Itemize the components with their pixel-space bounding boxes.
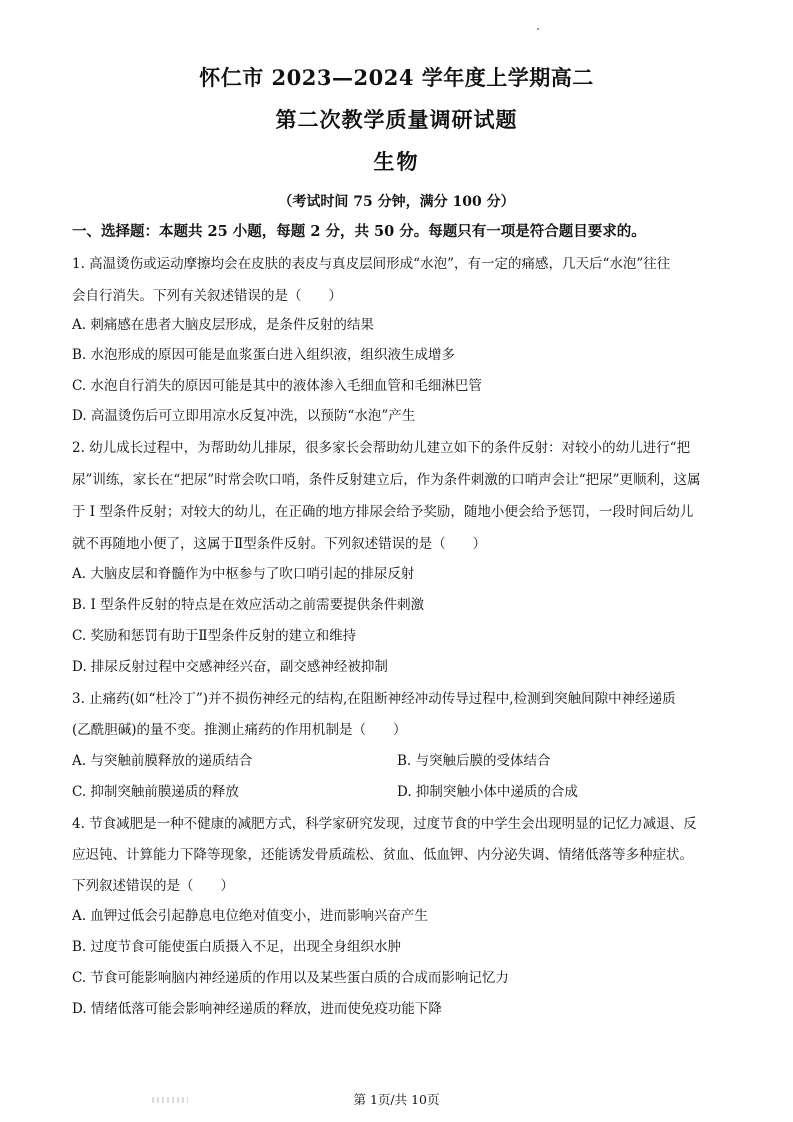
q1-option-c: C. 水泡自行消失的原因可能是其中的液体渗入毛细血管和毛细淋巴管 bbox=[72, 378, 482, 394]
q3-option-d: D. 抑制突触小体中递质的合成 bbox=[397, 784, 578, 800]
q2-option-d: D. 排尿反射过程中交感神经兴奋，副交感神经被抑制 bbox=[72, 659, 388, 675]
q3-option-a: A. 与突触前膜释放的递质结合 bbox=[72, 753, 253, 769]
q3-option-b: B. 与突触后膜的受体结合 bbox=[397, 753, 551, 769]
q1-option-b: B. 水泡形成的原因可能是血浆蛋白进入组织液，组织液生成增多 bbox=[72, 347, 456, 363]
q1-stem-line: 1. 高温烫伤或运动摩擦均会在皮肤的表皮与真皮层间形成“水泡”，有一定的痛感，几天后“水泡”往往 bbox=[72, 256, 671, 272]
q1-option-a: A. 刺痛感在患者大脑皮层形成，是条件反射的结果 bbox=[72, 317, 374, 333]
exam-subtitle: 第二次教学质量调研试题 bbox=[275, 107, 518, 132]
q2-option-a: A. 大脑皮层和脊髓作为中枢参与了吹口哨引起的排尿反射 bbox=[72, 566, 415, 582]
q3-option-c: C. 抑制突触前膜递质的释放 bbox=[72, 784, 239, 800]
q2-stem-line: 2. 幼儿成长过程中，为帮助幼儿排尿，很多家长会帮助幼儿建立如下的条件反射：对较小的幼儿进行“把 bbox=[72, 440, 691, 456]
scan-dot bbox=[537, 28, 539, 30]
q2-option-b: B. I 型条件反射的特点是在效应活动之前需要提供条件刺激 bbox=[72, 597, 425, 613]
q2-stem-line: 就不再随地小便了，这属于Ⅱ型条件反射。下列叙述错误的是（ ） bbox=[72, 536, 487, 552]
q3-stem-line: 3. 止痛药(如“杜冷丁”)并不损伤神经元的结构,在阻断神经冲动传导过程中,检测到突触间隙中神经递质 bbox=[72, 691, 676, 707]
q4-option-d: D. 情绪低落可能会影响神经递质的释放，进而使免疫功能下降 bbox=[72, 1001, 442, 1017]
q4-stem-line: 下列叙述错误的是（ ） bbox=[72, 878, 234, 894]
section-heading: 一、选择题：本题共 25 小题，每题 2 分，共 50 分。每题只有一项是符合题目要求的。 bbox=[72, 223, 646, 240]
q2-option-c: C. 奖励和惩罚有助于Ⅱ型条件反射的建立和维持 bbox=[72, 628, 357, 644]
q4-option-b: B. 过度节食可能使蛋白质摄入不足，出现全身组织水肿 bbox=[72, 939, 402, 955]
q1-stem-line: 会自行消失。下列有关叙述错误的是（ ） bbox=[72, 288, 342, 304]
exam-title: 怀仁市 2023—2024 学年度上学期高二 bbox=[199, 65, 594, 90]
q3-stem-line: (乙酰胆碱)的量不变。推测止痛药的作用机制是（ ） bbox=[72, 722, 407, 738]
q4-option-c: C. 节食可能影响脑内神经递质的作用以及某些蛋白质的合成而影响记忆力 bbox=[72, 970, 509, 986]
subject-title: 生物 bbox=[373, 149, 420, 174]
exam-time-note: （考试时间 75 分钟，满分 100 分） bbox=[278, 194, 515, 210]
q2-stem-line: 尿”训练，家长在“把尿”时常会吹口哨，条件反射建立后，作为条件刺激的口哨声会让“把尿”更顺利，这属 bbox=[72, 472, 701, 488]
page-number: 第 1页/共 10页 bbox=[353, 1092, 440, 1107]
q1-option-d: D. 高温烫伤后可立即用凉水反复冲洗，以预防“水泡”产生 bbox=[72, 408, 416, 424]
q4-option-a: A. 血钾过低会引起静息电位绝对值变小，进而影响兴奋产生 bbox=[72, 908, 428, 924]
q4-stem-line: 4. 节食减肥是一种不健康的减肥方式，科学家研究发现，过度节食的中学生会出现明显的记忆力减退、反 bbox=[72, 816, 697, 832]
q2-stem-line: 于 I 型条件反射；对较大的幼儿，在正确的地方排尿会给予奖励，随地小便会给予惩罚，一段时间后幼儿 bbox=[72, 504, 694, 520]
q4-stem-line: 应迟钝、计算能力下降等现象，还能诱发骨质疏松、贫血、低血钾、内分泌失调、情绪低落等多种症状。 bbox=[72, 847, 693, 863]
